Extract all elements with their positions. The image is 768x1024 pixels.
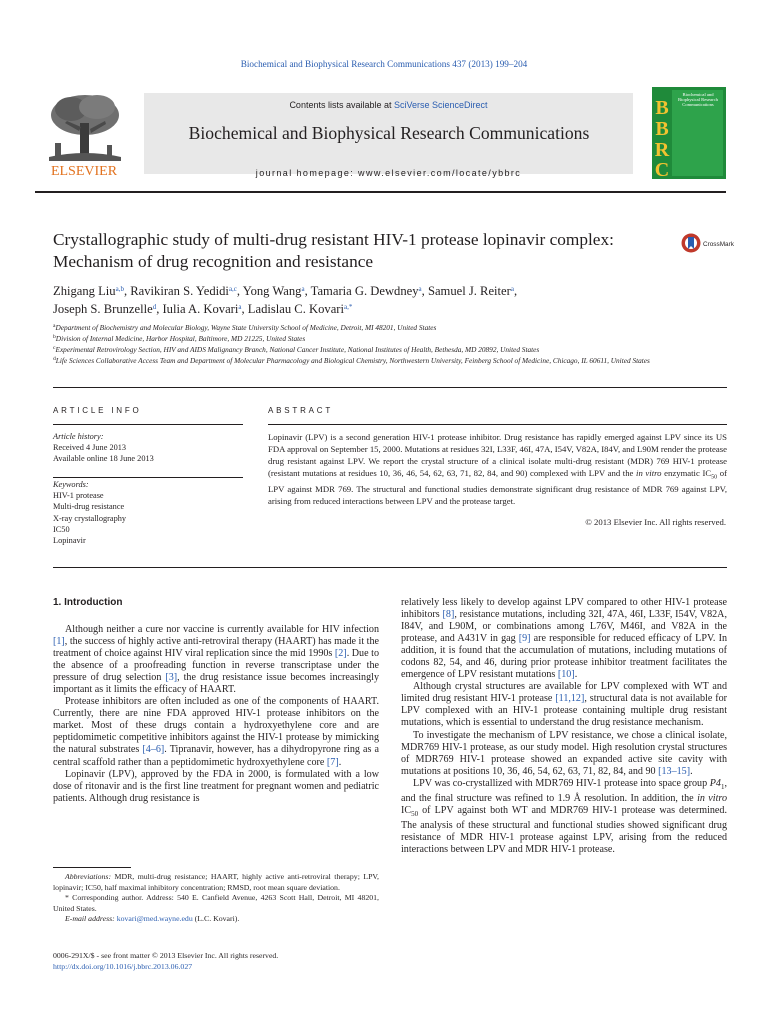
affiliation-text: Division of Internal Medicine, Harbor Hospital, Baltimore, MD 21225, United States <box>55 334 306 343</box>
cover-title: Biochemical and Biophysical Research Communications <box>678 92 718 107</box>
email-link[interactable]: kovari@med.wayne.edu <box>116 914 193 923</box>
affiliation-marker: d <box>53 356 56 362</box>
text: relatively less likely to develop against LPV compared to other HIV-1 protease inhibitors <box>401 597 727 621</box>
contents-line <box>144 100 633 110</box>
keyword: HIV-1 protease <box>53 491 104 501</box>
author-affiliation-marker[interactable]: d <box>152 303 157 311</box>
section-heading: 1. Introduction <box>53 597 123 608</box>
footnote-text: MDR, multi-drug resistance; HAART, highly active anti-retroviral therapy; LPV, lopinavir; IC50, half maximal inhibitory concentration; RMSD, root mean square deviation. <box>53 872 379 892</box>
citation-link[interactable]: [2] <box>334 648 347 660</box>
abstract-heading: ABSTRACT <box>268 406 334 415</box>
article-title: Crystallographic study of multi-drug resistant HIV-1 protease lopinavir complex: Mechanism of drug recognition and resistance <box>53 230 614 271</box>
article-history <box>53 431 243 465</box>
footnote-rule <box>53 867 131 868</box>
text: . <box>338 756 342 768</box>
author-name: Zhigang Liu <box>53 284 116 298</box>
abstract-rule <box>268 424 727 425</box>
journal-name: Biochemical and Biophysical Research Communications <box>188 123 590 143</box>
keyword: IC50 <box>53 524 70 534</box>
citation-link[interactable]: [10] <box>557 669 575 681</box>
paragraph <box>53 624 379 696</box>
paragraph <box>401 681 727 729</box>
abstract-copyright: © 2013 Elsevier Inc. All rights reserved. <box>585 517 726 527</box>
text: Although crystal structures are available for LPV complexed with WT and limited drug resistant HIV-1 protease <box>401 681 727 705</box>
footnote-label: E-mail address: <box>65 914 115 923</box>
subscript: 1 <box>720 782 725 791</box>
history-label: Article history: <box>53 432 104 441</box>
author-separator: , <box>156 302 163 316</box>
elsevier-tree-logo <box>35 87 133 179</box>
author-name: Samuel J. Reiter <box>427 284 511 298</box>
article-info-heading: ARTICLE INFO <box>53 406 142 415</box>
keywords-label: Keywords: <box>53 480 89 489</box>
cover-letter: R <box>654 139 670 161</box>
cover-letter: C <box>654 159 670 181</box>
affiliation-text: Life Sciences Collaborative Access Team and Department of Molecular Pharmacology and Biological Chemistry, Northwestern University, Feinberg School of Medicine, Chicago, IL 60611, United States <box>55 356 650 365</box>
author-affiliation-marker[interactable]: a <box>301 285 305 293</box>
citation-link[interactable]: [13–15] <box>658 765 691 777</box>
keyword: Multi-drug resistance <box>53 502 125 512</box>
text: , structural data is not available for LPV complexed with an HIV-1 protease containing multiple drug resistant mutations, which is essential to understand the drug resistance mechanism. <box>401 693 728 729</box>
footnote-email <box>53 914 379 925</box>
author-affiliation-marker[interactable]: a <box>510 285 514 293</box>
cover-letter: B <box>655 118 669 140</box>
author-separator: , <box>236 284 243 298</box>
keywords-block <box>53 479 243 546</box>
text: IC <box>401 804 412 816</box>
footnote-abbreviations <box>53 872 379 893</box>
abstract-subscript: 50 <box>711 474 718 481</box>
subscript: 50 <box>411 809 419 818</box>
author-name: Joseph S. Brunzelle <box>53 302 153 316</box>
affiliation-text: Department of Biochemistry and Molecular Biology, Wayne State University School of Medicine, Detroit, MI 48201, United States <box>55 323 437 332</box>
text: . Tipranavir, however, has a dihydropyrone ring as a central scaffold rather than a peptidomimetic hydroxyethylene core <box>53 744 379 768</box>
keyword: Lopinavir <box>53 536 86 546</box>
affiliation-text: Experimental Retrovirology Section, HIV and AIDS Malignancy Branch, National Cancer Institute, National Institutes of Health, Bethesda, MD 20892, United States <box>55 345 540 354</box>
text: Although neither a cure nor vaccine is currently available for HIV infection <box>65 624 379 635</box>
journal-homepage[interactable]: journal homepage: www.elsevier.com/locate/ybbrc <box>255 168 522 178</box>
issn-line: 0006-291X/$ - see front matter © 2013 Elsevier Inc. All rights reserved. <box>53 951 279 960</box>
text: of LPV against both WT and MDR769 HIV-1 protease was determined. The analysis of these structural and functional studies showed significant drug resistance of MDR HIV-1 protease against LPV, arising from the reduced interactions between LPV and MDR HIV-1 protease. <box>401 804 727 855</box>
article-info-rule <box>53 424 243 425</box>
text: , resistance mutations, including 32I, 47A, 46I, L33F, I54V, V82A, I84V, and L90M, or combinations among L76V, M46I, and V82A in the protease, and A431V in gag <box>401 609 727 645</box>
doi-link[interactable]: http://dx.doi.org/10.1016/j.bbrc.2013.06.027 <box>53 961 193 971</box>
affiliation <box>53 322 718 333</box>
crossmark-icon <box>681 231 734 259</box>
page-footer <box>53 951 353 973</box>
affiliation <box>53 355 718 366</box>
sciencedirect-link[interactable]: SciVerse ScienceDirect <box>394 100 488 110</box>
left-column-body <box>53 624 379 805</box>
affiliation <box>53 344 718 355</box>
text: LPV was co-crystallized with MDR769 HIV-1 protease into space group <box>413 777 710 789</box>
citation-link[interactable]: [4–6] <box>142 744 165 756</box>
citation-link[interactable]: [7] <box>326 756 339 768</box>
author-affiliation-marker[interactable]: a,c <box>228 285 237 293</box>
text: , and the final structure was refined to 1.9 Å resolution. In addition, the <box>401 777 727 804</box>
keywords-rule <box>53 477 243 478</box>
abstract-bottom-rule <box>53 567 727 568</box>
author-affiliation-marker[interactable]: a,* <box>343 303 353 311</box>
text: . <box>690 765 693 777</box>
abstract-text: Lopinavir (LPV) is a second generation HIV-1 protease inhibitor. Drug resistance has rapidly emerged against LPV since its US FDA approval on September 15, 2000. Mutations at residues 32I, L33F, 46I, 47A, I54V, V82A, I84V, and L90M render the protease drug resistant against LPV. We report the crystal structure of a clinical isolate multi-drug resistant (MDR) 769 HIV-1 protease (resistant mutations at residues 10, 36, 46, 54, 62, 63, 71, 82, 84, and 90) complexed with LPV and the <box>268 432 727 478</box>
text: are responsible for reduced efficacy of LPV. In addition, it is found that the accumulation of mutations, including mutations of codons 82, 54, and 46, during prior protease inhibitor treatment facilitates the emergence of LPV resistant mutations <box>401 633 727 681</box>
footnote-label: Abbreviations: <box>65 872 112 881</box>
paragraph <box>401 597 727 681</box>
text: To investigate the mechanism of LPV resistance, we chose a clinical isolate, MDR769 HIV-1 protease, as our study model. High resolution crystal structures of MDR769 HIV-1 protease showed an expanded active site cavity with mutations at positions 10, 36, 46, 54, 62, 63, 71, 82, 84, and 90 <box>401 729 727 777</box>
citation-link[interactable]: [3] <box>165 672 178 684</box>
contents-prefix: Contents lists available at <box>289 100 394 110</box>
abstract-body <box>268 432 727 508</box>
text: . Due to the absence of a proofreading function in reverse transcriptase under the pressure of drug selection <box>53 648 379 684</box>
paragraph: Lopinavir (LPV), approved by the FDA in 2000, is formulated with a low dose of ritonavir and is the first line treatment for pregnant women and pediatric patients. Although drug resistance is <box>53 768 379 804</box>
cover-letter: B <box>655 97 669 119</box>
author-separator: , <box>304 284 311 298</box>
footnotes <box>53 872 379 925</box>
footnote-corresponding: * Corresponding author. Address: 540 E. Canfield Avenue, 4263 Scott Hall, Detroit, MI 48201, United States. <box>53 893 379 913</box>
italic-text: in vitro <box>697 792 727 804</box>
affiliation-marker: b <box>53 334 56 340</box>
author-name: Iulia A. Kovari <box>162 302 239 316</box>
author-separator: , <box>241 302 248 316</box>
author-name: Tamaria G. Dewdney <box>310 284 419 298</box>
author-affiliation-marker[interactable]: a <box>418 285 422 293</box>
text: , the success of highly active anti-retroviral therapy (HAART) has made it the treatment of choice against HIV viral replication since the mid 1990s <box>53 636 379 660</box>
paragraph <box>401 778 727 856</box>
paragraph <box>401 730 727 778</box>
author-affiliation-marker[interactable]: a <box>238 303 242 311</box>
author-separator: , <box>513 284 518 298</box>
paragraph <box>53 696 379 768</box>
author-name: Yong Wang <box>242 284 302 298</box>
online-date: Available online 18 June 2013 <box>53 454 154 464</box>
author-name: Ladislau C. Kovari <box>247 302 344 316</box>
space-group: P4 <box>709 777 721 789</box>
text: , the drug resistance issue becomes increasingly important as it limits the efficacy of HAART. <box>53 672 379 696</box>
affiliation-marker: c <box>53 345 56 351</box>
citation-link[interactable]: [11,12] <box>555 693 585 705</box>
received-date: Received 4 June 2013 <box>53 443 127 453</box>
journal-banner <box>144 93 633 178</box>
abstract-italic: in vitro <box>636 467 662 478</box>
masthead-rule <box>35 191 726 193</box>
crossmark-badge[interactable] <box>681 231 734 259</box>
author-list <box>53 282 713 318</box>
right-column-body <box>401 597 727 856</box>
author-separator: , <box>123 284 131 298</box>
affiliation <box>53 333 718 344</box>
text: . <box>574 669 578 681</box>
author-affiliation-marker[interactable]: a,b <box>115 285 124 293</box>
abstract-text: enzymatic IC <box>661 467 712 478</box>
abstract-text: of LPV against MDR 769. The structural and functional studies demonstrate significant drug resistance of MDR 769 against LPV, arising from reduced interactions between LPV and the protease target. <box>268 467 727 507</box>
citation-link[interactable]: [9] <box>518 633 531 645</box>
author-name: Ravikiran S. Yedidi <box>130 284 229 298</box>
journal-reference[interactable]: Biochemical and Biophysical Research Communications 437 (2013) 199–204 <box>240 59 528 69</box>
author-separator: , <box>421 284 428 298</box>
footnote-text: (L.C. Kovari). <box>192 914 240 923</box>
citation-link[interactable]: [1] <box>53 636 65 648</box>
citation-link[interactable]: [8] <box>442 609 455 621</box>
publisher-wordmark: ELSEVIER <box>50 164 118 179</box>
header-rule <box>53 387 727 388</box>
affiliation-marker: a <box>53 323 56 329</box>
text: Protease inhibitors are often included as one of the components of HAART. Currently, there are nine FDA approved HIV-1 protease inhibitors on the market. Most of these drugs contain a hydroxyethylene core and are peptidomimetic competitive inhibitors against the HIV-1 protease by mimicking the natural substrates <box>53 696 379 756</box>
keyword: X-ray crystallography <box>53 513 127 523</box>
masthead <box>35 87 726 179</box>
journal-cover-thumbnail <box>652 87 726 179</box>
crossmark-label: CrossMark <box>703 241 734 248</box>
